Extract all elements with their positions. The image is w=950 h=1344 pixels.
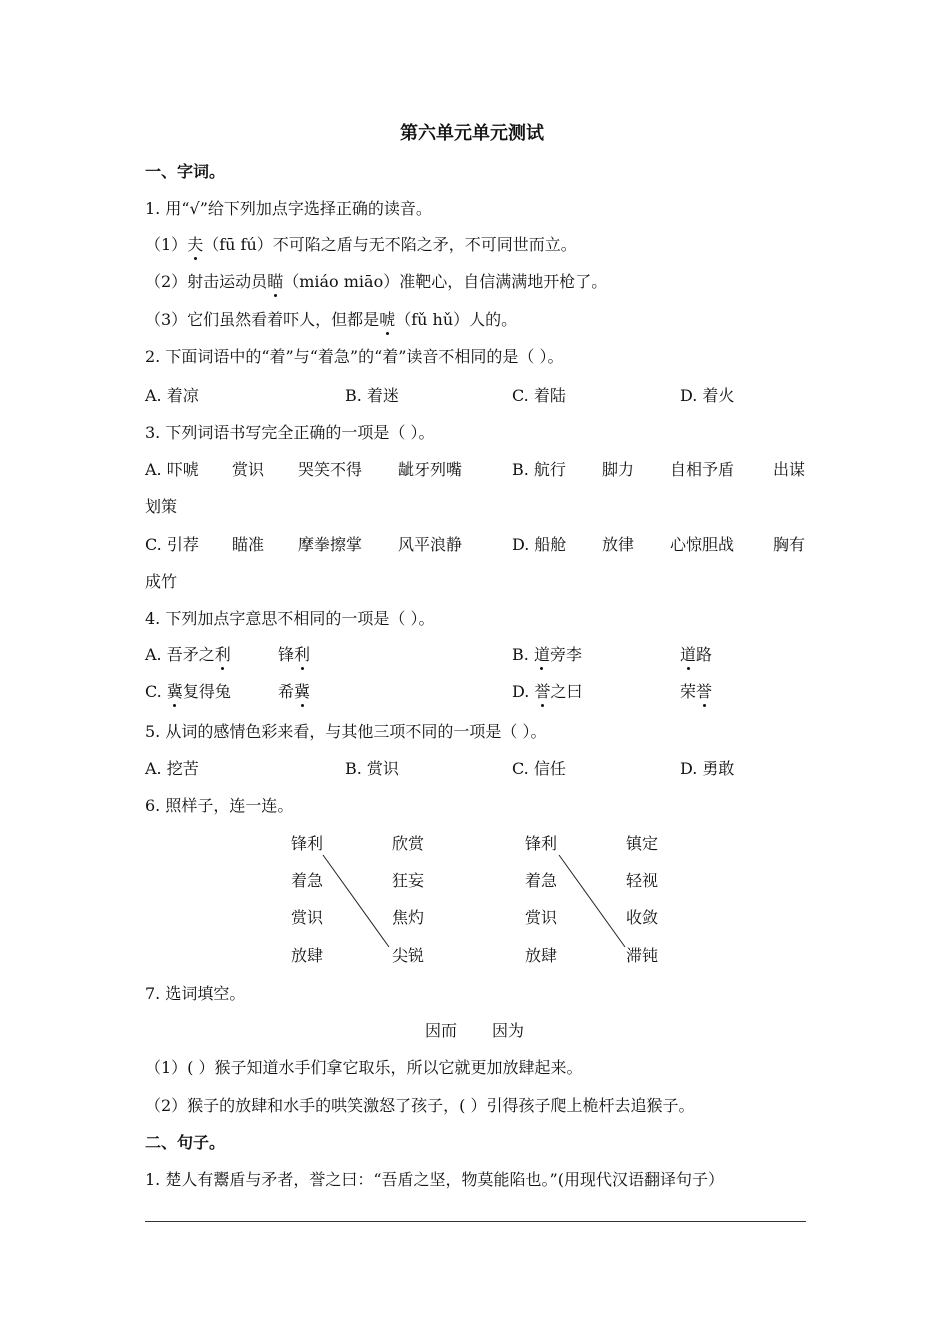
q5-option-a: A. 挖苦	[145, 759, 199, 778]
dotted-char: 冀	[294, 682, 311, 701]
dotted-char: 瞄	[267, 272, 284, 291]
q6-group1-left-word: 赏识	[291, 908, 324, 927]
answer-line[interactable]	[145, 1221, 806, 1222]
q4-option-d-word2: 荣誉	[680, 682, 713, 701]
q6-group2-left-word: 赏识	[525, 908, 558, 927]
q3-option-d-word: 心惊胆战	[670, 535, 735, 554]
q3-option-c-word: C. 引荐	[145, 535, 199, 554]
q3-option-c-word: 风平浪静	[398, 535, 463, 554]
q5-option-b: B. 赏识	[345, 759, 399, 778]
q6-group2-right-word: 镇定	[626, 834, 659, 853]
q4-option-a-word2: 锋利	[278, 645, 311, 664]
q4-option-d: D. 誉之曰	[512, 682, 583, 701]
q7-word-option: 因为	[492, 1021, 525, 1040]
q2-option-c: C. 着陆	[512, 386, 566, 405]
dotted-char: 誉	[534, 682, 551, 701]
q3-option-d-word: D. 船舱	[512, 535, 567, 554]
q1-item-2: （2）射击运动员瞄（miáo miāo）准靶心，自信满满地开枪了。	[145, 272, 608, 291]
q5-option-c: C. 信任	[512, 759, 566, 778]
q1-item-3: （3）它们虽然看着吓人，但都是唬（fǔ hǔ）人的。	[145, 310, 518, 329]
section2-question-1-stem: 1. 楚人有鬻盾与矛者，誉之曰：“吾盾之坚，物莫能陷也。”(用现代汉语翻译句子）	[145, 1170, 724, 1189]
q6-group2-right-word: 收敛	[626, 908, 659, 927]
q4-option-c: C. 冀复得兔	[145, 682, 231, 701]
q3-option-b-word: 出谋	[773, 460, 806, 479]
q6-group2-right-word: 轻视	[626, 871, 659, 890]
q3-option-b-word: B. 航行	[512, 460, 566, 479]
q6-group1-left-word: 放肆	[291, 946, 324, 965]
dotted-char: 誉	[696, 682, 713, 701]
q6-group2-left-word: 锋利	[525, 834, 558, 853]
q3-option-b-word: 自相予盾	[670, 460, 735, 479]
q6-group1-right-word: 狂妄	[392, 871, 425, 890]
q4-option-a: A. 吾矛之利	[145, 645, 231, 664]
q3-option-a-word: 哭笑不得	[298, 460, 363, 479]
q2-option-d: D. 着火	[680, 386, 735, 405]
dotted-char: 利	[214, 645, 231, 664]
q6-group1-right-word: 尖锐	[392, 946, 425, 965]
question-4-stem: 4. 下列加点字意思不相同的一项是（ ）。	[145, 609, 435, 628]
question-5-stem: 5. 从词的感情色彩来看，与其他三项不同的一项是（ ）。	[145, 722, 547, 741]
q3-option-a-word: 赏识	[232, 460, 265, 479]
q2-option-b: B. 着迷	[345, 386, 399, 405]
q6-group1-left-word: 着急	[291, 871, 324, 890]
q3-option-c-word: 瞄准	[232, 535, 265, 554]
question-7-stem: 7. 选词填空。	[145, 984, 246, 1003]
example-match-line	[323, 855, 389, 947]
q3-option-d-word: 胸有	[773, 535, 806, 554]
question-6-stem: 6. 照样子，连一连。	[145, 796, 294, 815]
q3-option-d-word: 放律	[602, 535, 635, 554]
q6-group1-left-word: 锋利	[291, 834, 324, 853]
q3-option-a-word: 龇牙列嘴	[398, 460, 463, 479]
q3-option-c-word: 摩拳擦掌	[298, 535, 363, 554]
q5-option-d: D. 勇敢	[680, 759, 735, 778]
dotted-char: 夫	[187, 235, 204, 254]
q7-word-option: 因而	[425, 1021, 458, 1040]
q6-group2-left-word: 着急	[525, 871, 558, 890]
q3-option-d-wrap: 成竹	[145, 572, 178, 591]
q6-group1-right-word: 焦灼	[392, 908, 425, 927]
dotted-char: 冀	[166, 682, 183, 701]
section-heading: 二、句子。	[145, 1133, 226, 1152]
q2-option-a: A. 着凉	[145, 386, 199, 405]
q4-option-b: B. 道旁李	[512, 645, 582, 664]
question-3-stem: 3. 下列词语书写完全正确的一项是（ ）。	[145, 423, 435, 442]
page-title: 第六单元单元测试	[400, 123, 544, 144]
q7-item-2: （2）猴子的放肆和水手的哄笑激怒了孩子，( ）引得孩子爬上桅杆去追猴子。	[145, 1096, 695, 1115]
q6-group2-right-word: 滞钝	[626, 946, 659, 965]
q3-option-b-wrap: 划策	[145, 497, 178, 516]
dotted-char: 利	[294, 645, 311, 664]
q1-item-1: （1）夫（fū fú）不可陷之盾与无不陷之矛，不可同世而立。	[145, 235, 577, 254]
q4-option-b-word2: 道路	[680, 645, 713, 664]
question-1-stem: 1. 用“√”给下列加点字选择正确的读音。	[145, 199, 432, 218]
example-match-line	[559, 855, 625, 947]
q3-option-a-word: A. 吓唬	[145, 460, 199, 479]
question-2-stem: 2. 下面词语中的“着”与“着急”的“着”读音不相同的是（ ）。	[145, 347, 564, 366]
q6-group1-right-word: 欣赏	[392, 834, 425, 853]
q6-group2-left-word: 放肆	[525, 946, 558, 965]
section-heading: 一、字词。	[145, 162, 226, 181]
dotted-char: 道	[533, 645, 550, 664]
dotted-char: 道	[680, 645, 697, 664]
dotted-char: 唬	[379, 310, 396, 329]
q4-option-c-word2: 希冀	[278, 682, 311, 701]
q3-option-b-word: 脚力	[602, 460, 635, 479]
q7-item-1: （1）( ）猴子知道水手们拿它取乐，所以它就更加放肆起来。	[145, 1058, 583, 1077]
